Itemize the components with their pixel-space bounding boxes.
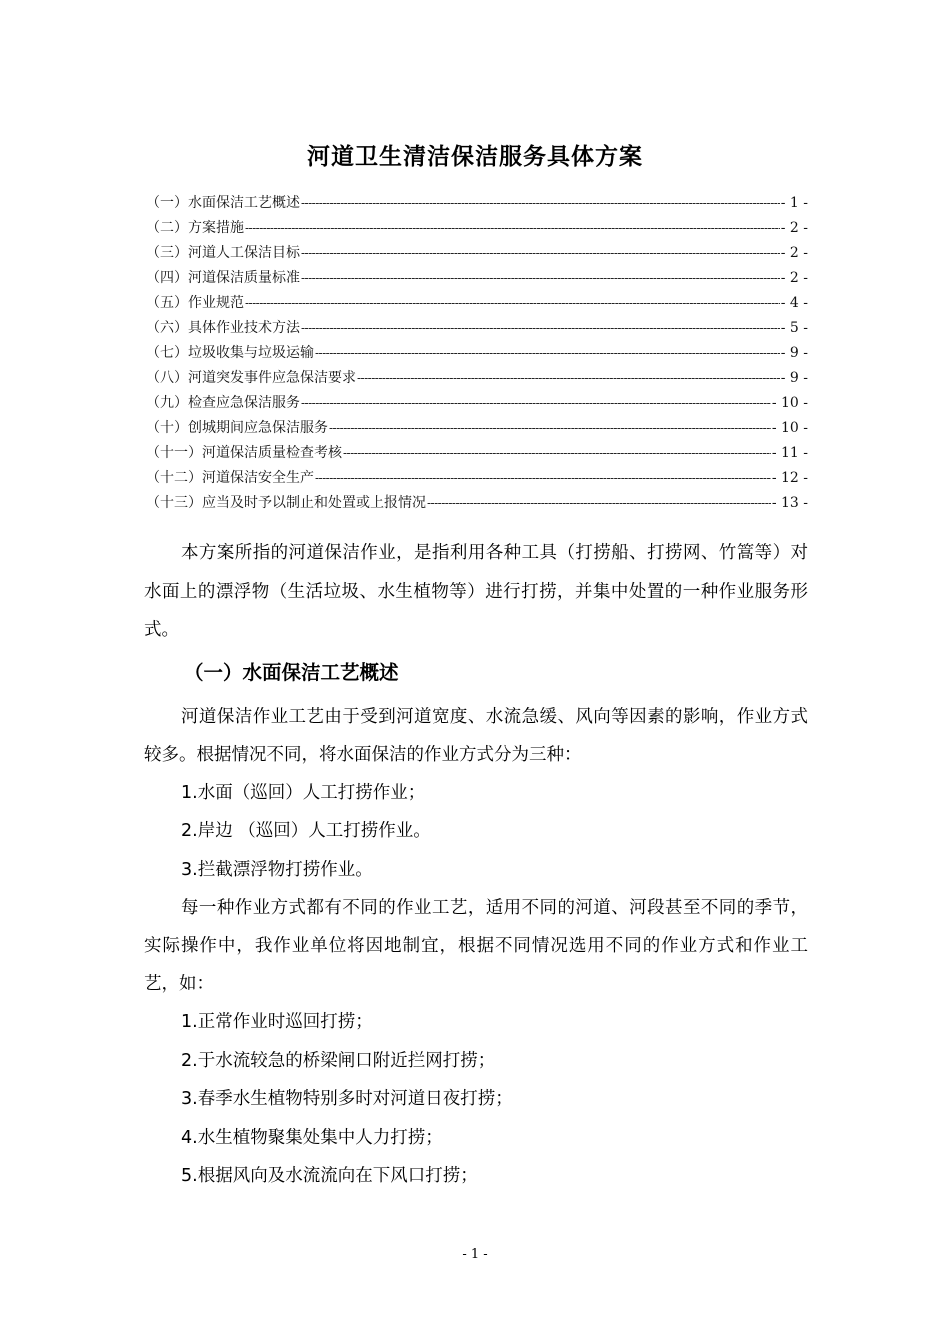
toc-entry[interactable] [146, 441, 808, 466]
toc-page-number: - 11 - [771, 445, 808, 461]
toc-page-number: - 10 - [771, 395, 808, 411]
toc-entry[interactable] [146, 191, 808, 216]
toc-entry[interactable] [146, 491, 808, 516]
toc-page-number: - 2 - [780, 270, 808, 286]
section-heading: （一）水面保洁工艺概述 [184, 660, 399, 684]
toc-leader [245, 216, 780, 241]
toc-leader [357, 366, 780, 391]
toc-entry[interactable] [146, 291, 808, 316]
document-title: 河道卫生清洁保洁服务具体方案 [307, 144, 643, 170]
toc-leader [301, 391, 771, 416]
toc-page-number: - 2 - [780, 245, 808, 261]
table-of-contents [146, 191, 808, 516]
toc-leader [301, 266, 780, 291]
body-paragraph: 每一种作业方式都有不同的作业工艺，适用不同的河道、河段甚至不同的季节，实际操作中，我作业单位将因地制宜，根据不同情况选用不同的作业方式和作业工艺，如： [144, 898, 808, 994]
toc-label: （九）检查应急保洁服务 [146, 395, 300, 411]
toc-label: （十三）应当及时予以制止和处置或上报情况 [146, 495, 426, 511]
list-item: 1.水面（巡回）人工打捞作业； [181, 782, 426, 803]
toc-leader [427, 491, 771, 516]
toc-leader [343, 441, 771, 466]
toc-leader [245, 291, 780, 316]
toc-page-number: - 12 - [771, 470, 808, 486]
list-item: 2.于水流较急的桥梁闸口附近拦网打捞； [181, 1050, 496, 1071]
toc-label: （五）作业规范 [146, 295, 244, 311]
body-paragraph: 河道保洁作业工艺由于受到河道宽度、水流急缓、风向等因素的影响，作业方式较多。根据情况不同，将水面保洁的作业方式分为三种： [144, 706, 808, 765]
toc-label: （十二）河道保洁安全生产 [146, 470, 314, 486]
toc-entry[interactable] [146, 366, 808, 391]
toc-leader [301, 241, 780, 266]
list-item: 1.正常作业时巡回打捞； [181, 1012, 373, 1032]
list-item: 5.根据风向及水流流向在下风口打捞； [181, 1166, 478, 1186]
toc-page-number: - 2 - [780, 220, 808, 236]
toc-leader [301, 191, 780, 216]
toc-page-number: - 4 - [780, 295, 808, 311]
toc-entry[interactable] [146, 216, 808, 241]
toc-entry[interactable] [146, 241, 808, 266]
toc-label: （六）具体作业技术方法 [146, 320, 300, 336]
list-item: 3.拦截漂浮物打捞作业。 [181, 859, 373, 880]
toc-leader [315, 341, 780, 366]
toc-leader [301, 316, 780, 341]
toc-entry[interactable] [146, 391, 808, 416]
toc-entry[interactable] [146, 266, 808, 291]
toc-entry[interactable] [146, 466, 808, 491]
toc-page-number: - 10 - [771, 420, 808, 436]
toc-label: （八）河道突发事件应急保洁要求 [146, 370, 356, 386]
toc-entry[interactable] [146, 416, 808, 441]
toc-leader [315, 466, 771, 491]
page-number: - 1 - [462, 1247, 488, 1262]
toc-label: （十）创城期间应急保洁服务 [146, 420, 328, 436]
toc-label: （二）方案措施 [146, 220, 244, 236]
document-body [144, 534, 808, 1196]
toc-label: （十一）河道保洁质量检查考核 [146, 445, 342, 461]
list-item: 4.水生植物聚集处集中人力打捞； [181, 1127, 443, 1148]
toc-label: （三）河道人工保洁目标 [146, 245, 300, 261]
toc-label: （七）垃圾收集与垃圾运输 [146, 345, 314, 361]
toc-entry[interactable] [146, 316, 808, 341]
toc-page-number: - 1 - [780, 195, 808, 211]
toc-page-number: - 5 - [780, 320, 808, 336]
list-item: 3.春季水生植物特别多时对河道日夜打捞； [181, 1089, 513, 1109]
intro-paragraph: 本方案所指的河道保洁作业，是指利用各种工具（打捞船、打捞网、竹篙等）对水面上的漂浮物（生活垃圾、水生植物等）进行打捞，并集中处置的一种作业服务形式。 [144, 543, 808, 640]
list-item: 2.岸边 （巡回）人工打捞作业。 [181, 821, 431, 841]
toc-entry[interactable] [146, 341, 808, 366]
toc-leader [329, 416, 771, 441]
toc-label: （四）河道保洁质量标准 [146, 270, 300, 286]
toc-label: （一）水面保洁工艺概述 [146, 195, 300, 211]
toc-page-number: - 9 - [780, 370, 808, 386]
toc-page-number: - 13 - [771, 495, 808, 511]
toc-page-number: - 9 - [780, 345, 808, 361]
